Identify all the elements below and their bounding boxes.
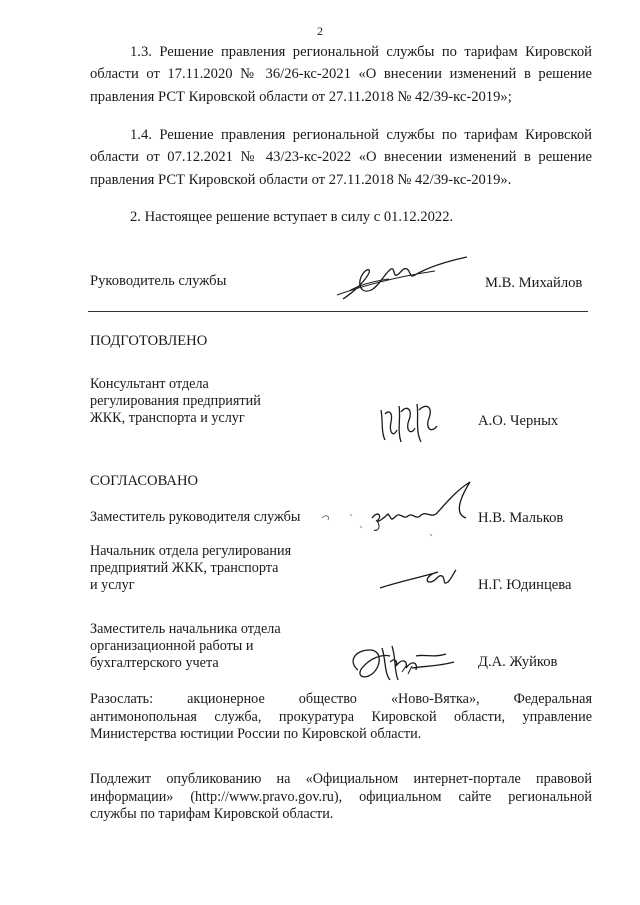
position-line: регулирования предприятий: [90, 393, 261, 409]
agreed-heading: СОГЛАСОВАНО: [90, 473, 199, 489]
item-1-4: [90, 124, 592, 191]
agreed-signer-2-position: [90, 543, 291, 594]
head-signature-image: [335, 255, 475, 305]
item-line: 1.4. Решение правления региональной службы по тарифам Кировской: [130, 127, 592, 143]
agreed-signer-3-name: Д.А. Жуйков: [478, 654, 558, 670]
position-line: Заместитель руководителя службы: [90, 509, 301, 525]
agreed-signer-2-signature-image: [378, 560, 458, 594]
item-line: 2. Настоящее решение вступает в силу с 01.12.2022.: [130, 209, 454, 225]
publication-line: информации» (http://www.pravo.gov.ru), официальном сайте региональной: [90, 788, 592, 805]
item-2: [90, 206, 592, 228]
position-line: бухгалтерского учета: [90, 655, 219, 671]
prepared-position: [90, 376, 261, 427]
agreed-signer-3-signature-image: [342, 640, 462, 686]
agreed-signer-1-signature-image: [320, 478, 480, 538]
position-line: Начальник отдела регулирования: [90, 543, 292, 559]
agreed-signer-2-name: Н.Г. Юдинцева: [478, 577, 572, 593]
item-line: правления РСТ Кировской области от 27.11.2018 № 42/39-кс-2019».: [90, 171, 512, 188]
prepared-name: А.О. Черных: [478, 413, 559, 429]
position-line: предприятий ЖКК, транспорта: [90, 560, 279, 576]
page-number: 2: [317, 24, 323, 38]
position-line: Заместитель начальника отдела: [90, 621, 281, 637]
publication-block: [90, 771, 592, 824]
distribution-line: Разослать: акционерное общество «Ново-Вятка», Федеральная: [90, 691, 592, 707]
distribution-block: [90, 691, 592, 744]
head-name: М.В. Михайлов: [485, 275, 583, 291]
position-line: организационной работы и: [90, 638, 254, 654]
position-line: и услуг: [90, 577, 135, 593]
prepared-heading: ПОДГОТОВЛЕНО: [90, 333, 208, 349]
item-line: области от 07.12.2021 № 43/23-кс-2022 «О внесении изменений в решение: [90, 149, 592, 166]
item-1-3: [90, 41, 592, 108]
item-line: 1.3. Решение правления региональной службы по тарифам Кировской: [130, 44, 592, 60]
item-line: правления РСТ Кировской области от 27.11.2018 № 42/39-кс-2019»;: [90, 88, 512, 105]
agreed-signer-1-position: [90, 509, 300, 526]
head-position: Руководитель службы: [90, 273, 227, 289]
distribution-line: антимонопольная служба, прокуратура Кировской области, управление: [90, 708, 592, 725]
distribution-line: Министерства юстиции России по Кировской области.: [90, 726, 422, 742]
signature-divider: [88, 311, 588, 312]
item-line: области от 17.11.2020 № 36/26-кс-2021 «О внесении изменений в решение: [90, 66, 592, 83]
publication-line: службы по тарифам Кировской области.: [90, 806, 334, 822]
publication-line: Подлежит опубликованию на «Официальном интернет-портале правовой: [90, 771, 592, 787]
position-line: ЖКК, транспорта и услуг: [90, 410, 245, 426]
agreed-signer-3-position: [90, 621, 281, 672]
prepared-signature-image: [375, 400, 445, 448]
agreed-signer-1-name: Н.В. Мальков: [478, 510, 564, 526]
position-line: Консультант отдела: [90, 376, 209, 392]
